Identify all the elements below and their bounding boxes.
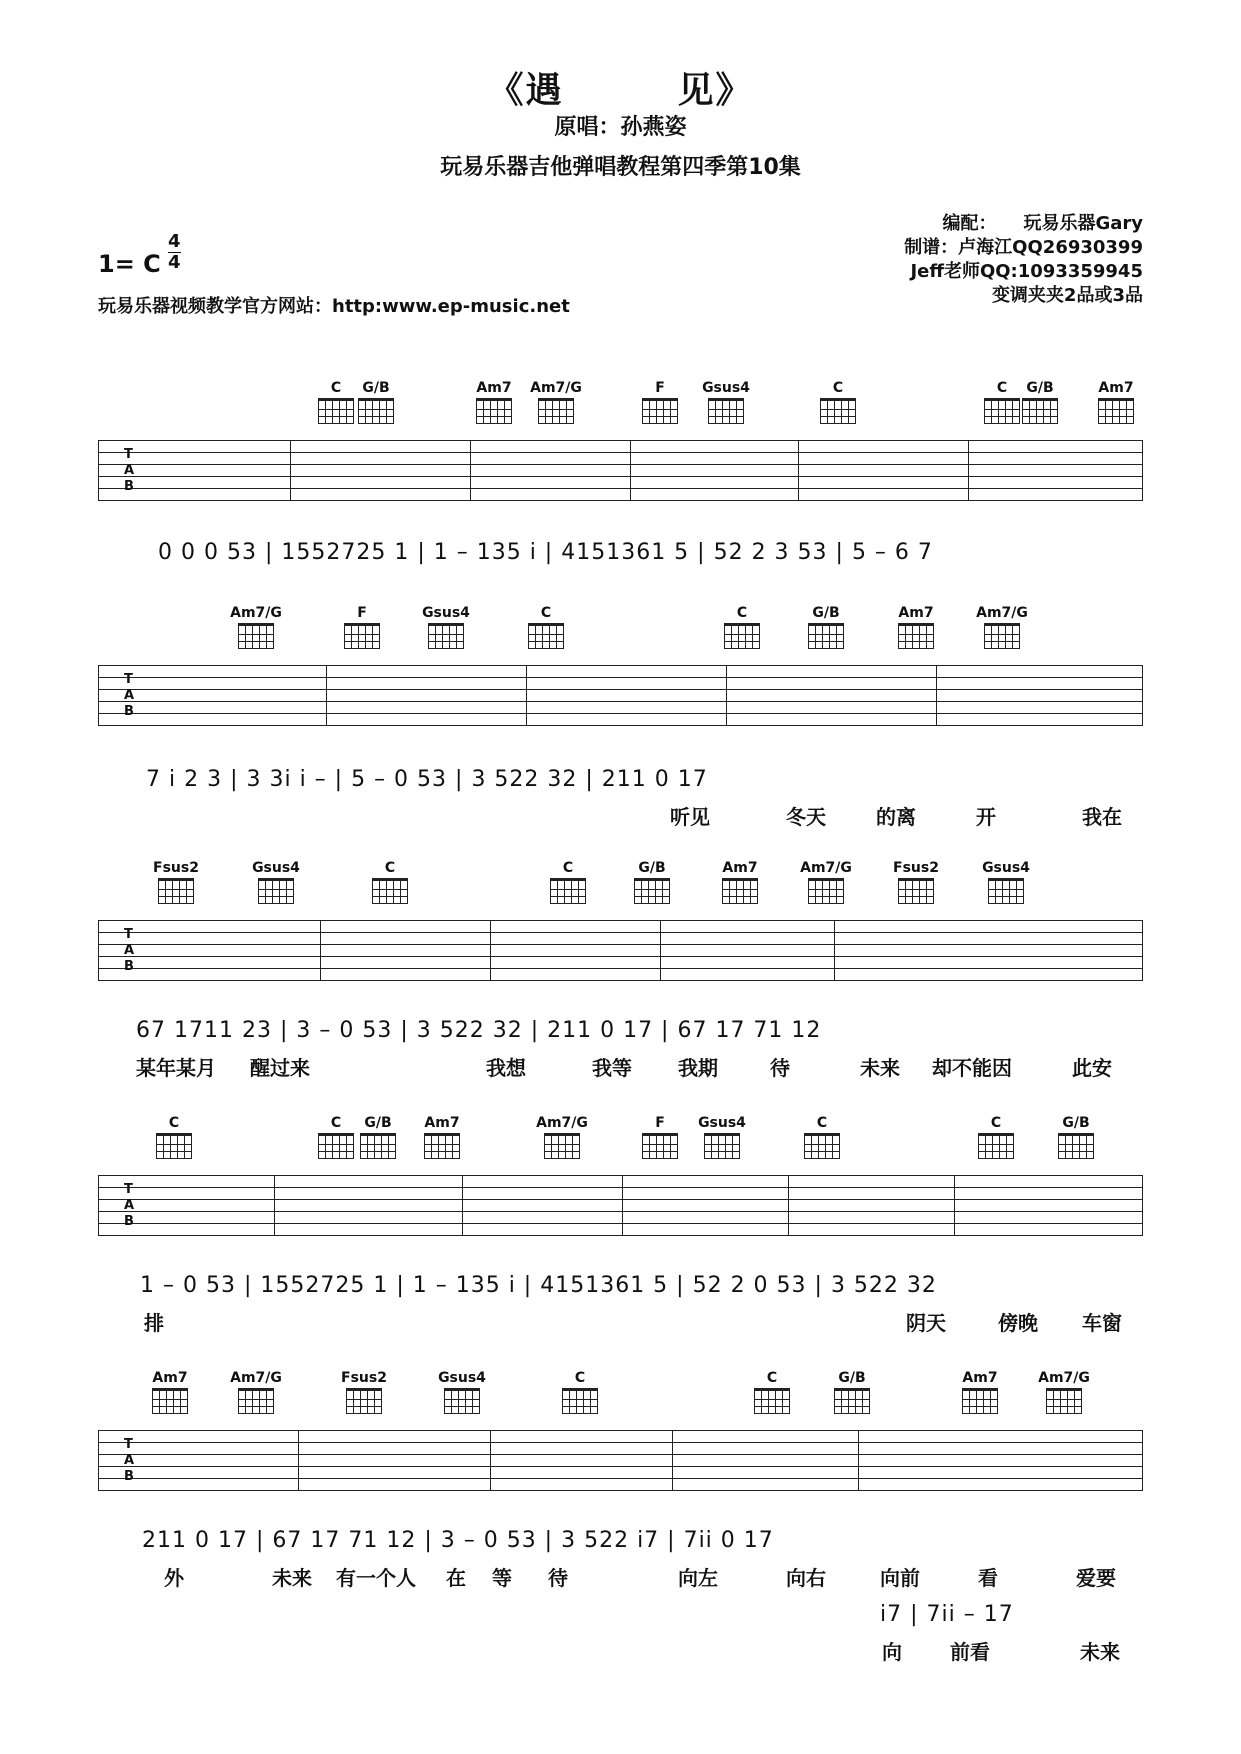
chord-diagram: Am7 — [1088, 380, 1144, 424]
tab-label-a: A — [124, 1453, 135, 1468]
chord-diagram: Gsus4 — [418, 605, 474, 649]
chord-diagram: Am7 — [712, 860, 768, 904]
chord-diagram: Am7/G — [228, 1370, 284, 1414]
lyric: 傍晚 — [998, 1311, 1038, 1335]
chord-diagram: Am7 — [888, 605, 944, 649]
lyric: 向左 — [678, 1566, 718, 1590]
lyric: 冬天 — [786, 805, 826, 829]
chord-diagram: Gsus4 — [434, 1370, 490, 1414]
chord-diagram: C — [146, 1115, 202, 1159]
tab-label-t: T — [124, 1182, 133, 1197]
lyric: 前看 — [950, 1640, 990, 1664]
lyric: 未来 — [272, 1566, 312, 1590]
credit-capo: 变调夹夹2品或3品 — [991, 285, 1143, 306]
original-singer: 原唱：孙燕姿 — [554, 115, 687, 140]
numbered-notation: 1 – 0 53 | 1552725 1 | 1 – 135 i | 4151361 5 | 52 2 0 53 | 3 522 32 — [140, 1273, 937, 1298]
chord-diagram: Fsus2 — [888, 860, 944, 904]
chord-diagram: Gsus4 — [978, 860, 1034, 904]
tab-staff — [98, 1430, 1143, 1490]
chord-diagram: C — [794, 1115, 850, 1159]
credit-transcriber: 制谱：卢海江QQ26930399 — [904, 237, 1143, 258]
lyric: 爱要 — [1076, 1566, 1116, 1590]
chord-diagram: G/B — [1012, 380, 1068, 424]
numbered-notation-alt: i7 | 7ii – 17 — [880, 1602, 1014, 1627]
chord-diagram: G/B — [824, 1370, 880, 1414]
chord-diagram: C — [552, 1370, 608, 1414]
lyric: 我想 — [486, 1056, 526, 1080]
chord-diagram: Am7/G — [1036, 1370, 1092, 1414]
website-line: 玩易乐器视频教学官方网站：http:www.ep-music.net — [98, 296, 570, 317]
lyric: 开 — [976, 805, 996, 829]
chord-diagram: Am7 — [142, 1370, 198, 1414]
numbered-notation: 0 0 0 53 | 1552725 1 | 1 – 135 i | 4151361 5 | 52 2 3 53 | 5 – 6 7 — [158, 540, 933, 565]
tab-label-t: T — [124, 447, 133, 462]
song-title: 《遇 见》 — [487, 70, 754, 111]
lyric: 外 — [164, 1566, 184, 1590]
tab-label-b: B — [124, 959, 134, 974]
tab-label-a: A — [124, 688, 135, 703]
lyric: 向右 — [786, 1566, 826, 1590]
lyric: 排 — [144, 1311, 164, 1335]
chord-diagram: Gsus4 — [698, 380, 754, 424]
tab-label-a: A — [124, 463, 135, 478]
tab-label-t: T — [124, 927, 133, 942]
chord-diagram: Am7/G — [974, 605, 1030, 649]
lyric: 听见 — [670, 805, 710, 829]
lyric: 向 — [882, 1640, 902, 1664]
lyric: 阴天 — [906, 1311, 946, 1335]
chord-diagram: Fsus2 — [148, 860, 204, 904]
lyric: 有一个人 — [336, 1566, 416, 1590]
tab-label-b: B — [124, 704, 134, 719]
chord-diagram: G/B — [798, 605, 854, 649]
lyric: 看 — [978, 1566, 998, 1590]
tab-staff — [98, 1175, 1143, 1235]
chord-diagram: C — [362, 860, 418, 904]
lyric: 某年某月 — [136, 1056, 216, 1080]
chord-diagram: Am7/G — [798, 860, 854, 904]
tab-staff — [98, 440, 1143, 500]
chord-diagram: Am7 — [466, 380, 522, 424]
chord-diagram: G/B — [350, 1115, 406, 1159]
tab-staff — [98, 665, 1143, 725]
chord-diagram: C — [968, 1115, 1024, 1159]
tab-label-b: B — [124, 1214, 134, 1229]
numbered-notation: 7 i 2 3 | 3 3i i – | 5 – 0 53 | 3 522 32 | 211 0 17 — [146, 767, 708, 792]
tab-label-b: B — [124, 479, 134, 494]
lyric: 等 — [492, 1566, 512, 1590]
credits — [904, 212, 1143, 308]
chord-diagram: C — [744, 1370, 800, 1414]
tab-label-a: A — [124, 1198, 135, 1213]
chord-diagram: Am7/G — [534, 1115, 590, 1159]
chord-diagram: Gsus4 — [248, 860, 304, 904]
tab-label-b: B — [124, 1469, 134, 1484]
numbered-notation: 67 1711 23 | 3 – 0 53 | 3 522 32 | 211 0 17 | 67 17 71 12 — [136, 1018, 822, 1043]
key-signature: 1= C — [98, 250, 161, 278]
credit-arranger: 编配： 玩易乐器Gary — [942, 213, 1143, 234]
chord-diagram: Am7/G — [528, 380, 584, 424]
chord-diagram: F — [632, 380, 688, 424]
chord-diagram: F — [334, 605, 390, 649]
lyric: 待 — [548, 1566, 568, 1590]
lyric: 待 — [770, 1056, 790, 1080]
chord-diagram: Fsus2 — [336, 1370, 392, 1414]
tab-label-a: A — [124, 943, 135, 958]
course-title: 玩易乐器吉他弹唱教程第四季第10集 — [440, 155, 801, 180]
lyric: 的离 — [876, 805, 916, 829]
lyric: 未来 — [860, 1056, 900, 1080]
chord-diagram: C — [540, 860, 596, 904]
chord-diagram: C — [518, 605, 574, 649]
chord-diagram: C — [308, 1115, 364, 1159]
lyric: 此安 — [1072, 1056, 1112, 1080]
lyric: 向前 — [880, 1566, 920, 1590]
chord-diagram: G/B — [1048, 1115, 1104, 1159]
chord-diagram: Gsus4 — [694, 1115, 750, 1159]
time-signature — [168, 232, 181, 273]
lyric: 我期 — [678, 1056, 718, 1080]
lyric: 我在 — [1082, 805, 1122, 829]
numbered-notation: 211 0 17 | 67 17 71 12 | 3 – 0 53 | 3 522 i7 | 7ii 0 17 — [142, 1528, 774, 1553]
chord-diagram: C — [974, 380, 1030, 424]
lyric: 车窗 — [1082, 1311, 1122, 1335]
chord-diagram: C — [714, 605, 770, 649]
time-signature-bottom: 4 — [168, 252, 181, 273]
chord-diagram: G/B — [348, 380, 404, 424]
chord-diagram: C — [810, 380, 866, 424]
lyric: 我等 — [592, 1056, 632, 1080]
tab-label-t: T — [124, 672, 133, 687]
chord-diagram: Am7 — [414, 1115, 470, 1159]
tab-label-t: T — [124, 1437, 133, 1452]
lyric: 醒过来 — [250, 1056, 310, 1080]
lyric: 未来 — [1080, 1640, 1120, 1664]
lyric: 在 — [446, 1566, 466, 1590]
chord-diagram: Am7 — [952, 1370, 1008, 1414]
chord-diagram: Am7/G — [228, 605, 284, 649]
chord-diagram: G/B — [624, 860, 680, 904]
chord-diagram: F — [632, 1115, 688, 1159]
time-signature-top: 4 — [168, 231, 181, 252]
lyric: 却不能因 — [932, 1056, 1012, 1080]
credit-teacher: Jeff老师QQ:1093359945 — [910, 261, 1143, 282]
tab-staff — [98, 920, 1143, 980]
chord-diagram: C — [308, 380, 364, 424]
